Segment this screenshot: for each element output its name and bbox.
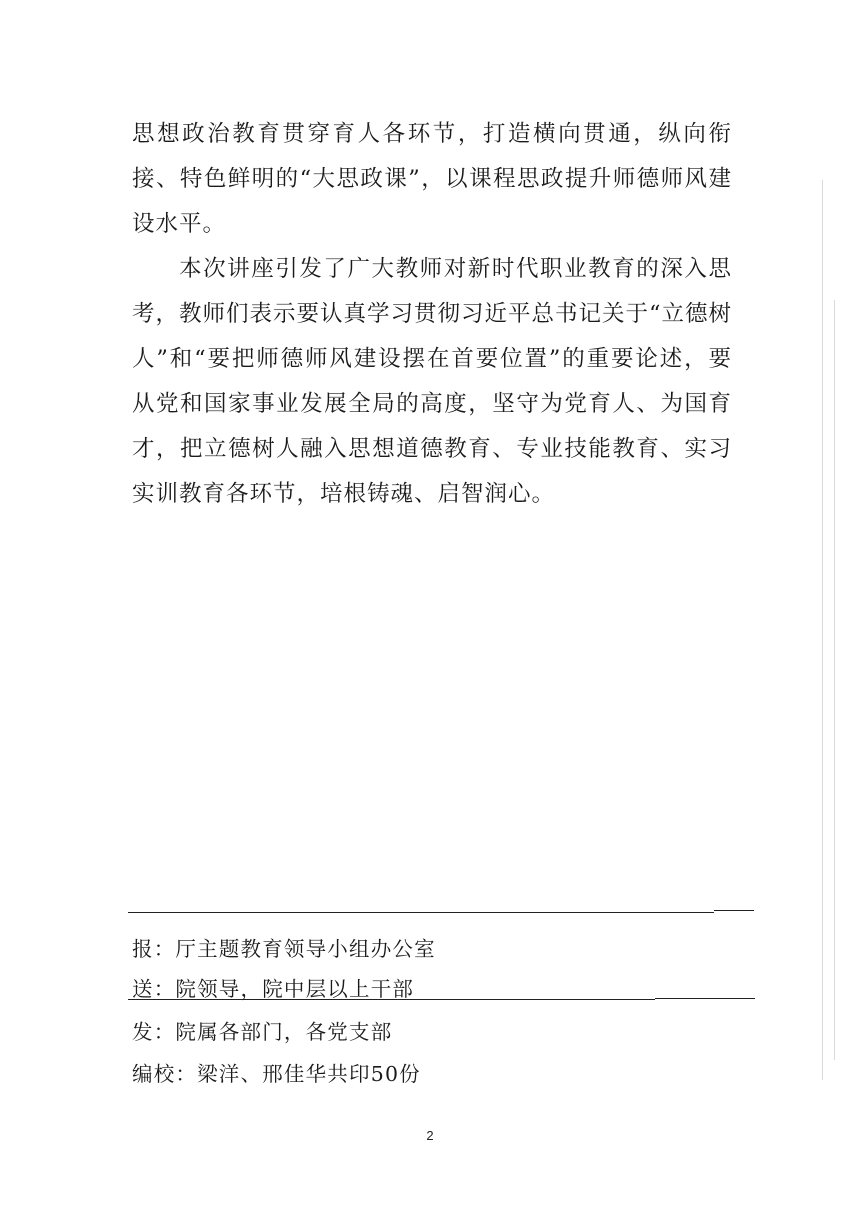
editors-line: 编校：梁洋、邢佳华共印50份 bbox=[132, 1062, 421, 1086]
footer-top-rule bbox=[128, 912, 714, 913]
body-text bbox=[132, 112, 732, 517]
send-to-line: 送：院领导，院中层以上干部 bbox=[132, 977, 415, 1001]
scan-edge-mark bbox=[822, 180, 823, 1080]
page-number: 2 bbox=[426, 1128, 434, 1143]
paragraph-2: 本次讲座引发了广大教师对新时代职业教育的深入思考，教师们表示要认真学习贯彻习近平总书记关于“立德树人”和“要把师德师风建设摆在首要位置”的重要论述，要从党和国家事业发展全局的高度，坚守为党育人、为国育才，把立德树人融入思想道德教育、专业技能教育、实习实训教育各环节，培根铸魂、启智润心。 bbox=[132, 256, 733, 507]
footer-middle-rule bbox=[128, 999, 655, 1000]
issue-to-line: 发：院属各部门，各党支部 bbox=[132, 1020, 393, 1044]
footer-middle-rule bbox=[655, 998, 755, 999]
scan-edge-mark bbox=[834, 300, 835, 1060]
report-to-line: 报：厅主题教育领导小组办公室 bbox=[132, 937, 436, 961]
paragraph-1: 思想政治教育贯穿育人各环节，打造横向贯通，纵向衔接、特色鲜明的“大思政课”，以课程思政提升师德师风建设水平。 bbox=[132, 121, 732, 237]
footer-top-rule bbox=[714, 910, 754, 911]
